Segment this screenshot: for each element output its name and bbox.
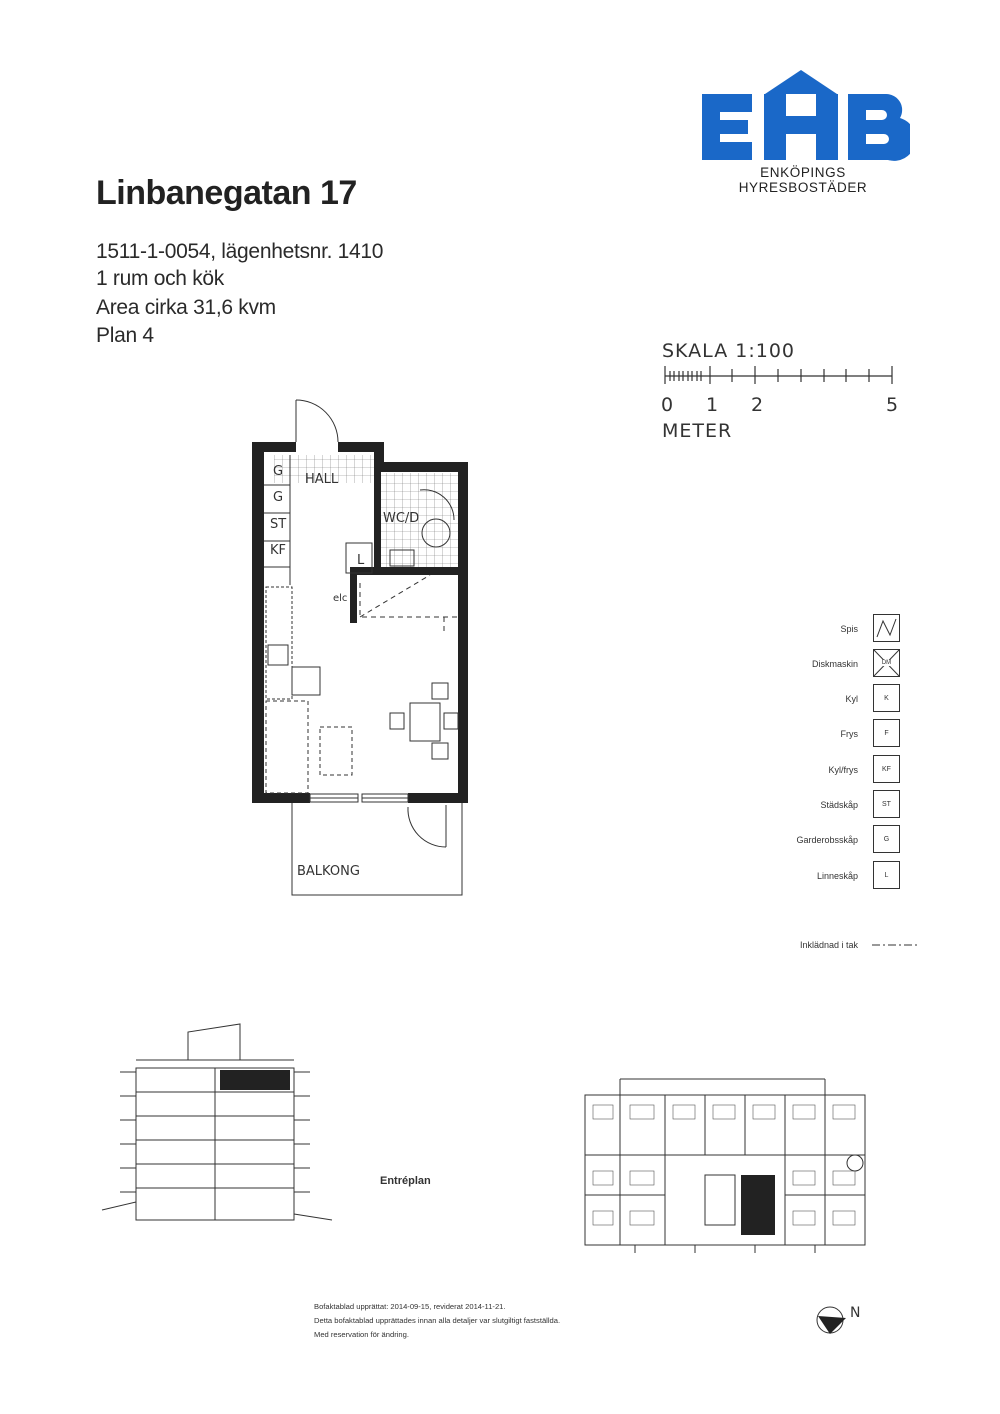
legend-label-kyl: Kyl bbox=[845, 694, 858, 704]
scale-bar bbox=[660, 362, 900, 392]
room-description: 1 rum och kök bbox=[96, 267, 224, 290]
scale-title: SKALA 1:100 bbox=[662, 340, 795, 362]
diskmaskin-symbol-icon bbox=[873, 649, 900, 677]
legend-label-diskmaskin: Diskmaskin bbox=[811, 659, 858, 669]
footer-line-1: Bofaktablad upprättat: 2014-09-15, reviderat 2014-11-21. bbox=[314, 1302, 506, 1311]
scale-tick-0: 0 bbox=[661, 394, 675, 416]
site-floor-plan bbox=[575, 1075, 875, 1255]
hall-label: HALL bbox=[305, 472, 339, 487]
legend-label-frys: Frys bbox=[840, 729, 858, 739]
garderob-symbol: G bbox=[873, 825, 900, 853]
scale-unit: METER bbox=[662, 420, 733, 442]
scale-tick-2: 2 bbox=[751, 394, 765, 416]
highlighted-apartment-elevation bbox=[220, 1070, 290, 1090]
legend-label-garderob: Garderobsskåp bbox=[796, 835, 858, 845]
scale-tick-5: 5 bbox=[886, 394, 900, 416]
ceiling-line-icon bbox=[872, 942, 920, 948]
area-text: Area cirka 31,6 kvm bbox=[96, 296, 276, 319]
footer-line-3: Med reservation för ändring. bbox=[314, 1330, 409, 1339]
diskmaskin-symbol-text: DM bbox=[881, 660, 892, 666]
legend-label-linneskap: Linneskåp bbox=[816, 871, 858, 881]
wc-label: WC/D bbox=[383, 511, 420, 526]
floor-text: Plan 4 bbox=[96, 324, 154, 347]
closet-st-label: ST bbox=[270, 517, 287, 532]
floor-plan bbox=[250, 395, 480, 905]
page-title: Linbanegatan 17 bbox=[96, 174, 357, 212]
entreplan-label: Entréplan bbox=[380, 1175, 431, 1187]
closet-g2-label: G bbox=[273, 490, 284, 505]
legend-label-stadskap: Städskåp bbox=[820, 800, 858, 810]
logo-subtitle: ENKÖPINGS HYRESBOSTÄDER bbox=[738, 165, 868, 195]
building-elevation bbox=[100, 1022, 340, 1222]
kyl-symbol: K bbox=[873, 684, 900, 712]
spis-symbol-icon bbox=[873, 614, 900, 642]
apartment-number: 1511-1-0054, lägenhetsnr. 1410 bbox=[96, 240, 384, 263]
footer-line-2: Detta bofaktablad upprättades innan alla detaljer var slutgiltigt fastställda. bbox=[314, 1316, 561, 1325]
closet-g1-label: G bbox=[273, 464, 284, 479]
stairwell-block bbox=[741, 1175, 775, 1235]
balcony-label: BALKONG bbox=[297, 864, 360, 879]
legend-label-spis: Spis bbox=[840, 624, 858, 634]
linneskap-symbol: L bbox=[873, 861, 900, 889]
closet-l-label: L bbox=[357, 553, 365, 568]
closet-kf-label: KF bbox=[270, 543, 287, 558]
north-label: N bbox=[850, 1305, 861, 1321]
legend-label-ceiling: Inklädnad i tak bbox=[799, 940, 858, 950]
frys-symbol: F bbox=[873, 719, 900, 747]
kylfrys-symbol: KF bbox=[873, 755, 900, 783]
scale-tick-1: 1 bbox=[706, 394, 720, 416]
elc-label: elc bbox=[333, 593, 348, 604]
legend-label-kylfrys: Kyl/frys bbox=[828, 765, 858, 775]
stadskap-symbol: ST bbox=[873, 790, 900, 818]
